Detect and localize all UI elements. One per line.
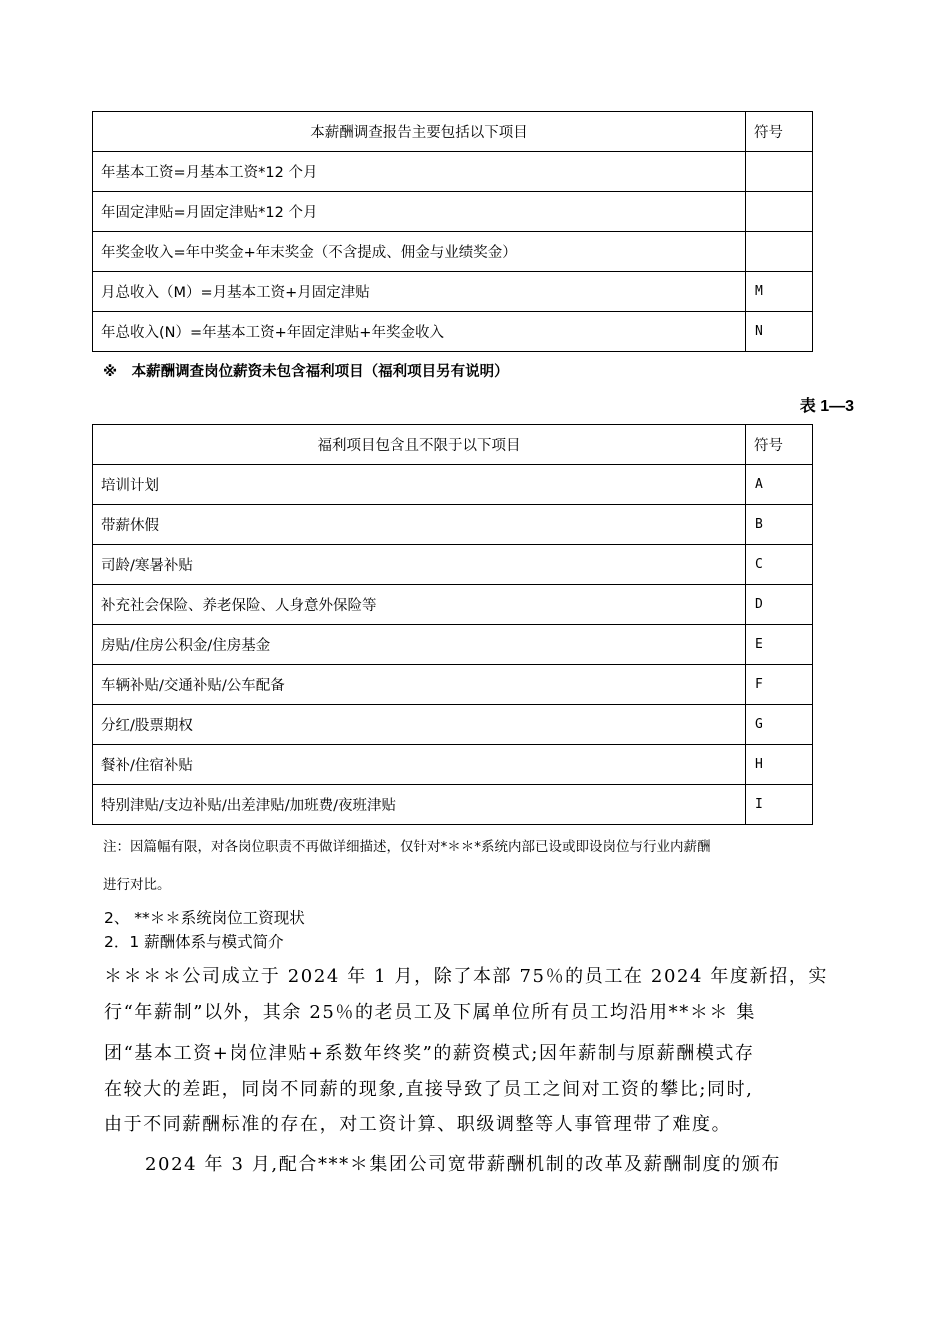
row-item: 司龄/寒暑补贴 <box>93 545 746 585</box>
table-row <box>93 232 813 272</box>
row-symbol: C <box>746 545 813 585</box>
table-title: 表 1—3 <box>799 398 854 415</box>
row-item: 车辆补贴/交通补贴/公车配备 <box>93 665 746 705</box>
row-item: 特别津贴/支边补贴/出差津贴/加班费/夜班津贴 <box>93 785 746 825</box>
footnote-line-2: 进行对比。 <box>103 877 171 893</box>
row-item: 培训计划 <box>93 465 746 505</box>
row-symbol: H <box>746 745 813 785</box>
table-header-symbol: 符号 <box>746 425 813 465</box>
table-row <box>93 705 813 745</box>
row-symbol <box>746 192 813 232</box>
table-header-items: 本薪酬调查报告主要包括以下项目 <box>93 112 746 152</box>
paragraph-line: 2024 年 3 月,配合***＊集团公司宽带薪酬机制的改革及薪酬制度的颁布 <box>145 1154 781 1175</box>
table-header-row <box>93 425 813 465</box>
row-item: 餐补/住宿补贴 <box>93 745 746 785</box>
table-row <box>93 545 813 585</box>
row-symbol <box>746 152 813 192</box>
table-row <box>93 312 813 352</box>
paragraph-line: 行“年薪制”以外，其余 25％的老员工及下属单位所有员工均沿用**＊＊ 集 <box>104 1002 756 1023</box>
table-row <box>93 585 813 625</box>
table-header-row <box>93 112 813 152</box>
row-item: 带薪休假 <box>93 505 746 545</box>
row-item: 年总收入(N）=年基本工资+年固定津贴+年奖金收入 <box>93 312 746 352</box>
row-symbol: A <box>746 465 813 505</box>
table-header-symbol: 符号 <box>746 112 813 152</box>
row-symbol: N <box>746 312 813 352</box>
row-item: 年基本工资=月基本工资*12 个月 <box>93 152 746 192</box>
footnote-line-1: 注：因篇幅有限，对各岗位职责不再做详细描述，仅针对*＊＊*系统内部已设或即设岗位与行业内薪酬 <box>103 839 711 855</box>
row-symbol: I <box>746 785 813 825</box>
row-item: 补充社会保险、养老保险、人身意外保险等 <box>93 585 746 625</box>
row-symbol: B <box>746 505 813 545</box>
paragraph-line: 团“基本工资+岗位津贴+系数年终奖”的薪资模式;因年薪制与原薪酬模式存 <box>104 1043 755 1064</box>
row-symbol <box>746 232 813 272</box>
row-item: 房贴/住房公积金/住房基金 <box>93 625 746 665</box>
table-row <box>93 465 813 505</box>
paragraph-line: ＊＊＊＊公司成立于 2024 年 1 月，除了本部 75％的员工在 2024 年度新招，实 <box>104 966 829 987</box>
row-symbol: M <box>746 272 813 312</box>
row-symbol: E <box>746 625 813 665</box>
paragraph-line: 由于不同薪酬标准的存在，对工资计算、职级调整等人事管理带了难度。 <box>104 1114 732 1135</box>
subsection-heading: 2．1 薪酬体系与模式简介 <box>104 933 284 951</box>
table-header-items: 福利项目包含且不限于以下项目 <box>93 425 746 465</box>
row-symbol: F <box>746 665 813 705</box>
row-item: 分红/股票期权 <box>93 705 746 745</box>
table-row <box>93 625 813 665</box>
table-row <box>93 505 813 545</box>
row-symbol: G <box>746 705 813 745</box>
row-item: 年奖金收入=年中奖金+年末奖金（不含提成、佣金与业绩奖金） <box>93 232 746 272</box>
table-row <box>93 745 813 785</box>
section-heading: 2、 **＊＊系统岗位工资现状 <box>104 909 305 927</box>
table-row <box>93 152 813 192</box>
table-row <box>93 785 813 825</box>
welfare-note: ※ 本薪酬调查岗位薪资未包含福利项目（福利项目另有说明） <box>103 364 509 380</box>
table-row <box>93 665 813 705</box>
row-symbol: D <box>746 585 813 625</box>
table-row <box>93 192 813 232</box>
welfare-items-table <box>92 424 813 825</box>
salary-items-table <box>92 111 813 352</box>
table-row <box>93 272 813 312</box>
row-item: 月总收入（M）=月基本工资+月固定津贴 <box>93 272 746 312</box>
row-item: 年固定津贴=月固定津贴*12 个月 <box>93 192 746 232</box>
paragraph-line: 在较大的差距，同岗不同薪的现象,直接导致了员工之间对工资的攀比;同时, <box>104 1079 754 1100</box>
